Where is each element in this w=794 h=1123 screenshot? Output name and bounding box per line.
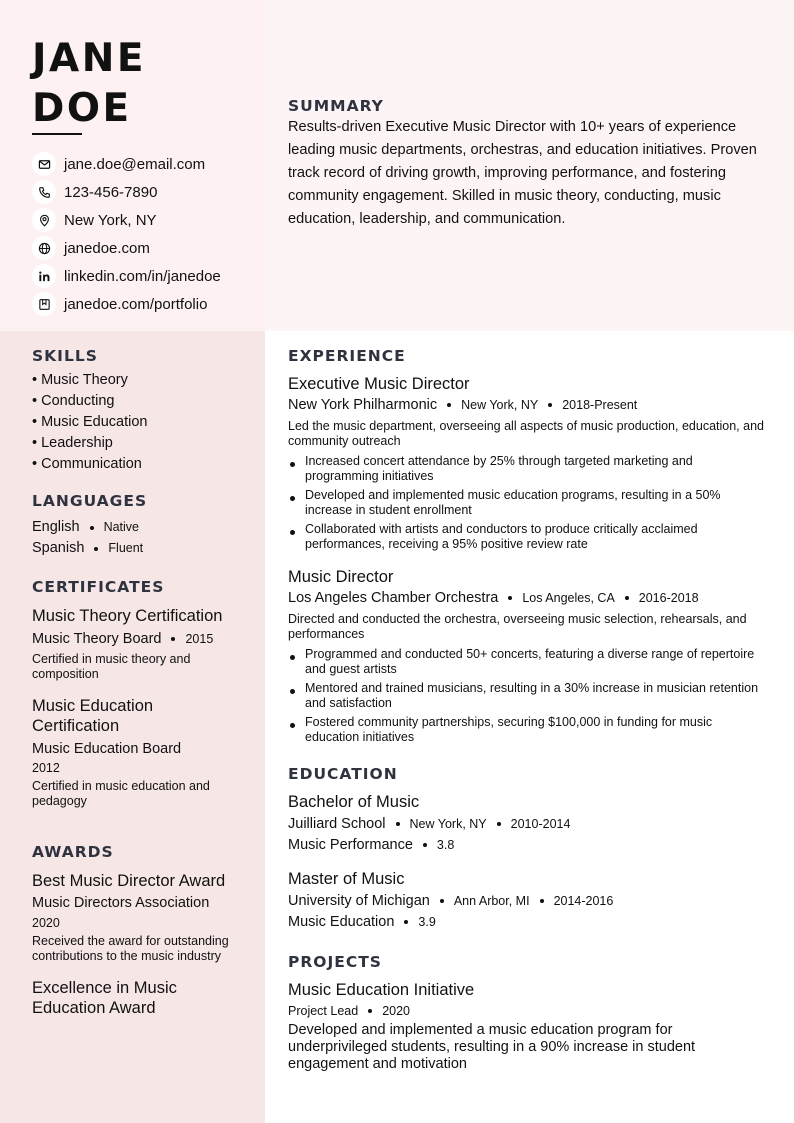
certificate-title: Music Theory Certification [32,607,223,625]
project-item [288,980,768,1073]
certificate-item [32,606,237,682]
education-section [288,765,768,932]
skill-item: • Communication [32,456,142,472]
contact-location-text: New York, NY [64,211,157,229]
job-location: Los Angeles, CA [522,591,615,605]
contact-email-text: jane.doe@email.com [64,155,206,173]
education-dates: 2010-2014 [510,817,571,831]
education-heading: EDUCATION [288,765,398,783]
language-name: Spanish [32,540,85,556]
name-divider [32,133,82,135]
phone-icon [32,180,56,204]
job-bullet: Increased concert attendance by 25% through targeted marketing and programming initiatives [288,454,768,484]
certificate-item [32,696,237,809]
job-bullet: Developed and implemented music education programs, resulting in a 50% increase in student enrollment [288,488,768,518]
certificate-meta [32,630,237,648]
education-gpa: 3.8 [436,838,455,852]
job-desc: Directed and conducted the orchestra, overseeing music selection, rehearsals, and performances [288,612,747,641]
certificates-section [32,578,237,809]
contact-email[interactable] [32,150,221,178]
contact-phone[interactable] [32,178,221,206]
certificates-heading: CERTIFICATES [32,578,165,596]
project-desc: Developed and implemented a music education program for underprivileged students, resulting in a 90% increase in student engagement and motivation [288,1022,696,1072]
summary-section [288,97,768,231]
separator-dot [440,899,444,903]
certificate-year: 2012 [32,761,60,775]
separator-dot [625,596,629,600]
language-item [32,517,237,538]
skill-item: • Music Theory [32,372,128,388]
education-degree: Bachelor of Music [288,793,420,811]
award-title: Excellence in Music Education Award [32,979,177,1017]
job-bullets [288,647,768,745]
languages-heading: LANGUAGES [32,492,148,510]
education-school: Juilliard School [288,816,386,832]
separator-dot [548,403,552,407]
certificate-desc: Certified in music education and pedagogy [32,779,210,808]
separator-dot [94,547,98,551]
education-field-row [288,835,768,855]
certificate-year: 2015 [185,632,214,646]
job-bullet: Fostered community partnerships, securing $100,000 in funding for music education initiatives [288,715,768,745]
education-meta [288,891,768,911]
contact-location [32,206,221,234]
separator-dot [368,1009,372,1013]
language-level: Native [103,520,139,534]
candidate-name [32,34,146,134]
project-title: Music Education Initiative [288,981,475,999]
language-name: English [32,519,80,535]
job-bullet: Mentored and trained musicians, resulting in a 30% increase in musician retention and satisfaction [288,681,768,711]
skills-list [32,370,237,475]
separator-dot [540,899,544,903]
projects-heading: PROJECTS [288,953,382,971]
education-gpa: 3.9 [418,915,436,929]
linkedin-icon [32,264,56,288]
separator-dot [171,637,175,641]
education-field-row [288,912,768,932]
summary-text: Results-driven Executive Music Director with 10+ years of experience leading music departments, orchestras, and education initiatives. Proven track record of driving growth, improving performance, and fostering community engagement. Skilled in music theory, conducting, music education, leadership, and communication. [288,119,757,227]
contact-website[interactable] [32,234,221,262]
job-dates: 2016-2018 [638,591,699,605]
language-level: Fluent [108,541,144,555]
contact-linkedin-text: linkedin.com/in/janedoe [64,267,221,285]
certificate-org: Music Theory Board [32,631,162,647]
education-item [288,869,768,932]
job-location: New York, NY [461,398,539,412]
summary-heading: SUMMARY [288,97,384,115]
separator-dot [508,596,512,600]
education-dates: 2014-2016 [553,894,614,908]
job-dates: 2018-Present [562,398,638,412]
separator-dot [447,403,451,407]
education-field: Music Education [288,914,395,930]
award-desc: Received the award for outstanding contributions to the music industry [32,934,229,963]
experience-heading: EXPERIENCE [288,347,406,365]
job-company: Los Angeles Chamber Orchestra [288,590,499,606]
contact-linkedin[interactable] [32,262,221,290]
contact-portfolio[interactable] [32,290,221,318]
separator-dot [396,822,400,826]
project-meta [288,1001,768,1021]
certificate-org: Music Education Board [32,741,182,757]
job-meta [288,588,768,608]
job-title: Music Director [288,568,394,586]
certificate-desc: Certified in music theory and composition [32,652,191,681]
job-bullet: Programmed and conducted 50+ concerts, featuring a diverse range of repertoire and guest artists [288,647,768,677]
contact-portfolio-text: janedoe.com/portfolio [64,295,208,313]
education-degree: Master of Music [288,870,405,888]
education-meta [288,814,768,834]
job-item [288,567,768,745]
skill-item: • Leadership [32,435,113,451]
job-company: New York Philharmonic [288,397,438,413]
education-item [288,792,768,855]
globe-icon [32,236,56,260]
separator-dot [404,920,408,924]
job-bullet: Collaborated with artists and conductors to produce critically acclaimed performances, receiving a 95% positive review rate [288,522,768,552]
awards-section [32,843,237,1018]
certificate-title: Music Education Certification [32,697,154,735]
award-year: 2020 [32,916,60,930]
separator-dot [423,843,427,847]
portfolio-icon [32,292,56,316]
education-school: University of Michigan [288,893,430,909]
skills-heading: SKILLS [32,347,98,365]
award-title: Best Music Director Award [32,872,226,890]
projects-section [288,953,768,1073]
contact-list [32,150,221,318]
skills-section [32,347,237,475]
skill-item: • Conducting [32,393,115,409]
contact-website-text: janedoe.com [64,239,150,257]
job-bullets [288,454,768,552]
skill-item: • Music Education [32,414,148,430]
language-item [32,538,237,559]
job-item [288,374,768,552]
award-item [32,871,237,964]
name-first: JANE [32,36,146,81]
project-year: 2020 [382,1004,410,1018]
education-field: Music Performance [288,837,413,853]
award-org: Music Directors Association [32,895,210,911]
languages-section [32,492,237,559]
job-meta [288,395,768,415]
contact-phone-text: 123-456-7890 [64,183,158,201]
awards-heading: AWARDS [32,843,114,861]
location-pin-icon [32,208,56,232]
job-title: Executive Music Director [288,375,470,393]
award-item [32,978,237,1018]
mail-icon [32,152,56,176]
education-location: New York, NY [409,817,487,831]
name-last: DOE [32,86,132,131]
job-desc: Led the music department, overseeing all aspects of music production, education, and community outreach [288,419,764,448]
experience-section [288,347,768,749]
separator-dot [90,526,94,530]
separator-dot [497,822,501,826]
education-location: Ann Arbor, MI [453,894,530,908]
project-role: Project Lead [288,1004,359,1018]
